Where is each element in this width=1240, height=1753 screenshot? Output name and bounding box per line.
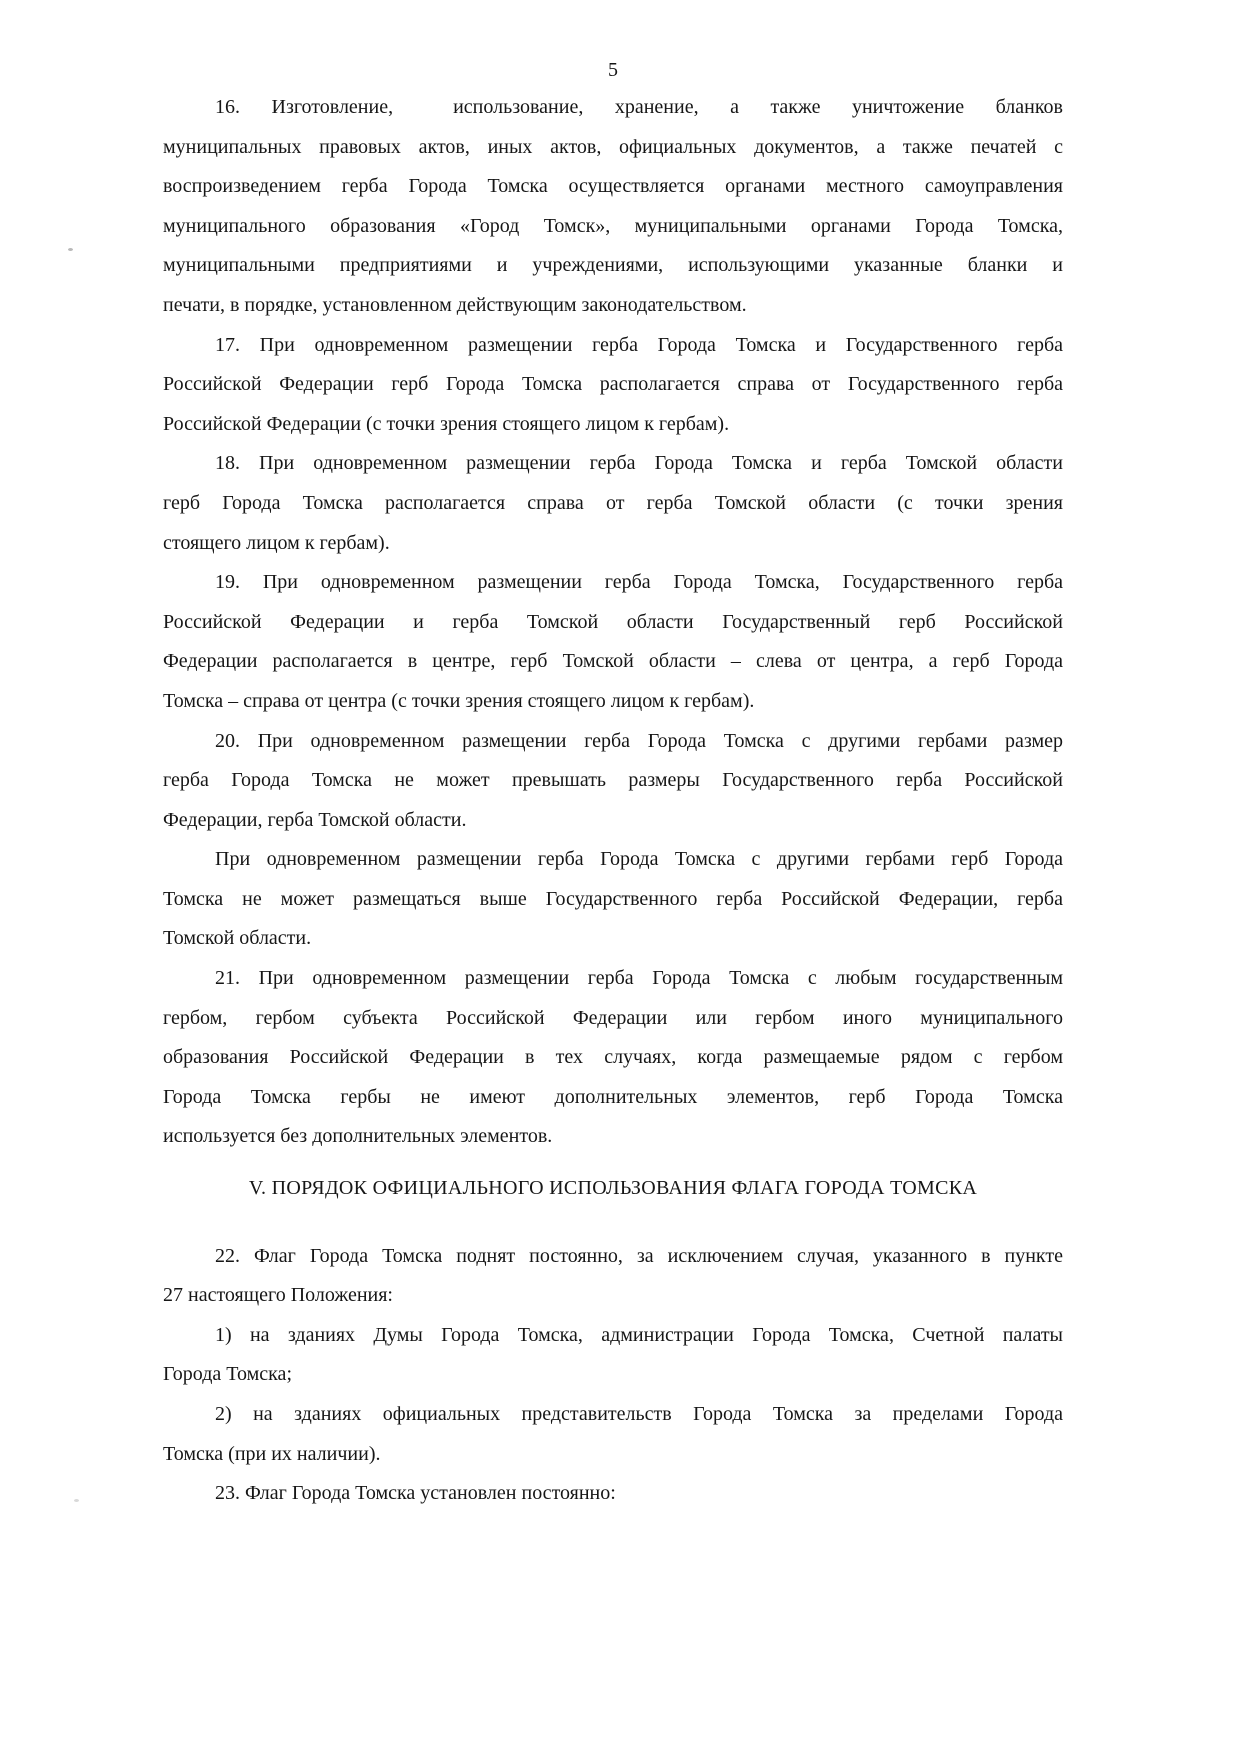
section-heading	[163, 1169, 1063, 1209]
paragraph	[163, 959, 1063, 1157]
text-line: Томска не может размещаться выше Государственного герба Российской Федерации, герба	[163, 887, 1063, 910]
paragraph	[163, 840, 1063, 959]
text-line: Российской Федерации герб Города Томска располагается справа от Государственного герба	[163, 373, 1063, 396]
text-line: муниципального образования «Город Томск», муниципальными органами Города Томска,	[163, 214, 1063, 237]
paragraph	[163, 722, 1063, 841]
text-line: стоящего лицом к гербам).	[163, 531, 390, 554]
page-number: 5	[608, 59, 618, 81]
text-line: Федерации, герба Томской области.	[163, 808, 467, 831]
text-line: муниципальными предприятиями и учреждениями, использующими указанные бланки и	[163, 254, 1063, 277]
paragraph	[163, 326, 1063, 445]
paragraph	[163, 1237, 1063, 1316]
text-line: Томской области.	[163, 927, 312, 950]
paragraph	[163, 1316, 1063, 1395]
paragraph	[163, 88, 1063, 326]
text-line: Федерации располагается в центре, герб Томской области – слева от центра, а герб Города	[163, 650, 1063, 673]
text-line: Города Томска гербы не имеют дополнительных элементов, герб Города Томска	[163, 1085, 1063, 1108]
text-line: 27 настоящего Положения:	[163, 1284, 393, 1307]
text-line: 20. При одновременном размещении герба Города Томска с другими гербами размер	[215, 729, 1063, 752]
text-line: 19. При одновременном размещении герба Города Томска, Государственного герба	[215, 571, 1063, 594]
text-line: 18. При одновременном размещении герба Города Томска и герба Томской области	[215, 452, 1063, 475]
text-line: Томска (при их наличии).	[163, 1442, 381, 1465]
text-line: образования Российской Федерации в тех случаях, когда размещаемые рядом с гербом	[163, 1046, 1063, 1069]
text-line: 17. При одновременном размещении герба Города Томска и Государственного герба	[215, 333, 1063, 356]
text-line: 16. Изготовление, использование, хранение, а также уничтожение бланков	[215, 96, 1063, 118]
text-line: Российской Федерации (с точки зрения стоящего лицом к гербам).	[163, 412, 730, 435]
text-line: используется без дополнительных элементов.	[163, 1125, 553, 1148]
text-line: 22. Флаг Города Томска поднят постоянно, за исключением случая, указанного в пункте	[215, 1244, 1063, 1267]
text-line: Томска – справа от центра (с точки зрения стоящего лицом к гербам).	[163, 689, 755, 712]
text-line: Города Томска;	[163, 1363, 292, 1386]
text-line: герба Города Томска не может превышать размеры Государственного герба Российской	[163, 769, 1063, 792]
text-line: гербом, гербом субъекта Российской Федерации или гербом иного муниципального	[163, 1006, 1063, 1029]
text-line: герб Города Томска располагается справа от герба Томской области (с точки зрения	[163, 491, 1063, 514]
paragraph	[163, 444, 1063, 563]
document-body	[163, 88, 1063, 1514]
scan-speck	[74, 1499, 79, 1502]
text-line: воспроизведением герба Города Томска осуществляется органами местного самоуправления	[163, 175, 1063, 198]
text-line: 23. Флаг Города Томска установлен постоянно:	[215, 1482, 616, 1505]
paragraph	[163, 1395, 1063, 1474]
text-line: Российской Федерации и герба Томской области Государственный герб Российской	[163, 610, 1063, 633]
scan-speck	[68, 248, 73, 251]
text-line: печати, в порядке, установленном действующим законодательством.	[163, 293, 747, 316]
text-line: V. ПОРЯДОК ОФИЦИАЛЬНОГО ИСПОЛЬЗОВАНИЯ ФЛАГА ГОРОДА ТОМСКА	[248, 1177, 978, 1200]
text-line: муниципальных правовых актов, иных актов, официальных документов, а также печатей с	[163, 135, 1063, 158]
text-line: 1) на зданиях Думы Города Томска, администрации Города Томска, Счетной палаты	[215, 1323, 1063, 1346]
text-line: 21. При одновременном размещении герба Города Томска с любым государственным	[215, 967, 1063, 990]
paragraph	[163, 1474, 1063, 1514]
text-line: При одновременном размещении герба Города Томска с другими гербами герб Города	[215, 848, 1063, 871]
paragraph	[163, 563, 1063, 721]
text-line: 2) на зданиях официальных представительств Города Томска за пределами Города	[215, 1403, 1063, 1425]
